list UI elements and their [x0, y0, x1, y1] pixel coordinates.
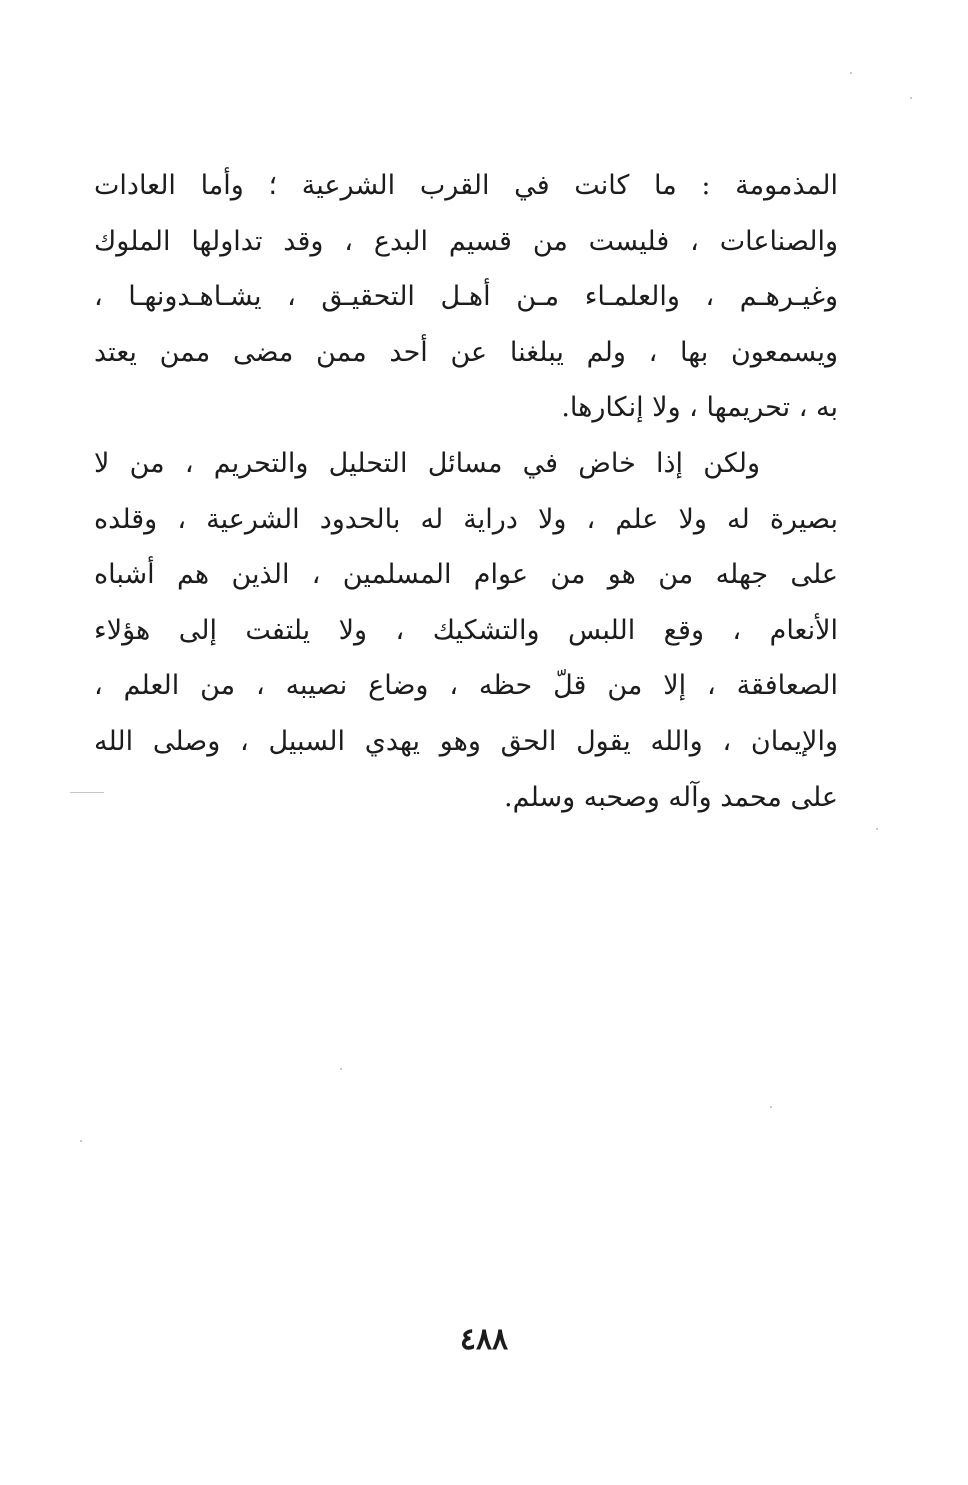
text-line: بصيرة له ولا علم ، ولا دراية له بالحدود الشرعية ، وقلده: [94, 503, 838, 535]
text-line: الأنعام ، وقع اللبس والتشكيك ، ولا يلتفت إلى هؤلاء: [94, 614, 838, 646]
scan-speck: [876, 828, 878, 830]
scan-speck: [910, 97, 912, 99]
text-line: وغيـرهـم ، والعلمـاء مـن أهـل التحقيـق ، يشـاهـدونهـا ،: [94, 281, 838, 313]
scan-speck: [850, 72, 852, 74]
text-line: ويسمعون بها ، ولم يبلغنا عن أحد ممن مضى ممن يعتد: [94, 336, 838, 368]
scan-speck: [80, 1140, 82, 1142]
text-line: والصناعات ، فليست من قسيم البدع ، وقد تداولها الملوك: [94, 225, 838, 257]
text-line: والإيمان ، والله يقول الحق وهو يهدي السبيل ، وصلى الله: [94, 725, 838, 757]
text-line: على جهله من هو من عوام المسلمين ، الذين هم أشباه: [94, 559, 838, 591]
text-line: به ، تحريمها ، ولا إنكارها.: [561, 392, 838, 424]
paragraph-2: [94, 436, 838, 825]
text-line: الصعافقة ، إلا من قلّ حظه ، وضاع نصيبه ، من العلم ،: [94, 670, 838, 702]
scan-mark: [70, 792, 104, 793]
text-line: المذمومة : ما كانت في القرب الشرعية ؛ وأما العادات: [94, 170, 838, 201]
scan-speck: [770, 1106, 772, 1108]
page-number: ٤٨٨: [459, 1322, 509, 1357]
paragraph-1: [94, 158, 838, 436]
text-line: ولكن إذا خاض في مسائل التحليل والتحريم ، من لا: [94, 448, 760, 479]
scan-speck: [340, 1068, 342, 1070]
text-line: على محمد وآله وصحبه وسلم.: [504, 781, 838, 813]
